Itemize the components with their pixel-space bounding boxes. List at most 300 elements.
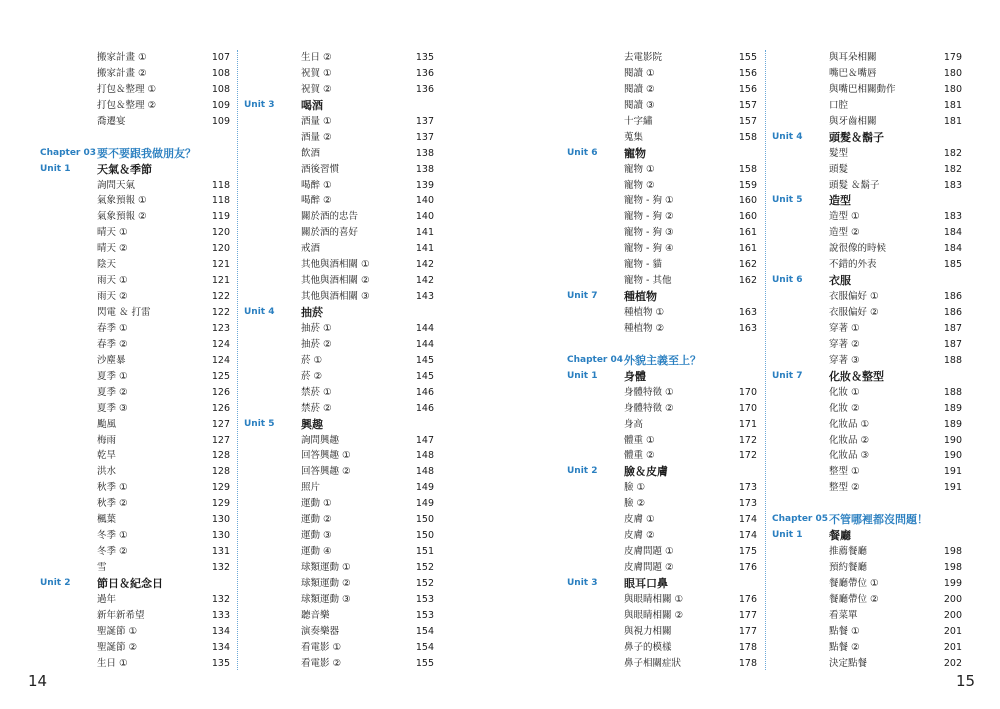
entry-page-number: 124 bbox=[211, 338, 230, 350]
toc-entry bbox=[244, 337, 434, 353]
unit-label: Unit 5 bbox=[772, 195, 803, 206]
entry-title: 寵物 - 狗 ④ bbox=[624, 243, 674, 255]
entry-title: 化妝 ② bbox=[829, 402, 860, 414]
unit-label: Unit 4 bbox=[244, 307, 275, 317]
toc-entry bbox=[244, 178, 434, 194]
entry-title: 回答興趣 ② bbox=[301, 466, 351, 478]
entry-page-number: 157 bbox=[738, 115, 757, 127]
toc-entry bbox=[244, 241, 434, 257]
entry-page-number: 108 bbox=[211, 83, 230, 95]
unit-heading bbox=[567, 576, 757, 592]
toc-entry bbox=[567, 82, 757, 98]
entry-title: 詢問天氣 bbox=[97, 179, 136, 191]
entry-title: 運動 ① bbox=[301, 498, 332, 510]
entry-title: 節日＆紀念日 bbox=[97, 576, 163, 590]
entry-page-number: 138 bbox=[415, 163, 434, 175]
entry-title: 球類運動 ② bbox=[301, 577, 351, 589]
entry-title: 祝賀 ② bbox=[301, 83, 332, 95]
entry-title: 搬家計畫 ① bbox=[97, 52, 147, 63]
toc-entry bbox=[772, 321, 962, 337]
entry-page-number: 176 bbox=[738, 593, 757, 605]
entry-title: 禁菸 ① bbox=[301, 386, 332, 398]
entry-page-number: 186 bbox=[943, 291, 962, 303]
toc-entry bbox=[567, 50, 757, 66]
toc-entry bbox=[567, 130, 757, 146]
entry-title: 種植物 ① bbox=[624, 307, 665, 318]
entry-title: 飲酒 bbox=[301, 147, 321, 159]
toc-entry bbox=[772, 178, 962, 194]
toc-entry bbox=[244, 385, 434, 401]
toc-entry bbox=[772, 257, 962, 273]
entry-page-number: 118 bbox=[211, 179, 230, 191]
toc-entry bbox=[40, 82, 230, 98]
entry-page-number: 121 bbox=[211, 259, 230, 271]
entry-title: 關於酒的忠告 bbox=[301, 211, 359, 223]
entry-title: 其他與酒相關 ③ bbox=[301, 291, 370, 303]
entry-page-number: 136 bbox=[415, 83, 434, 95]
entry-title: 寵物 ① bbox=[624, 163, 655, 175]
toc-entry bbox=[772, 114, 962, 130]
entry-page-number: 125 bbox=[211, 370, 230, 382]
toc-entry bbox=[40, 640, 230, 656]
entry-page-number: 139 bbox=[415, 179, 434, 191]
entry-page-number: 183 bbox=[943, 211, 962, 223]
entry-page-number: 202 bbox=[943, 657, 962, 669]
toc-entry bbox=[40, 512, 230, 528]
entry-page-number: 128 bbox=[211, 466, 230, 478]
toc-entry bbox=[772, 50, 962, 66]
entry-page-number: 136 bbox=[415, 67, 434, 79]
toc-entry bbox=[567, 178, 757, 194]
toc-entry bbox=[567, 528, 757, 544]
column-divider bbox=[237, 50, 238, 670]
entry-title: 鼻子相關症狀 bbox=[624, 657, 682, 669]
entry-title: 要不要跟我做朋友？ bbox=[97, 146, 196, 160]
entry-title: 造型 bbox=[829, 194, 851, 208]
toc-entry bbox=[244, 560, 434, 576]
entry-title: 喝醉 ① bbox=[301, 179, 332, 191]
entry-title: 打包＆整理 ② bbox=[97, 99, 157, 111]
toc-entry bbox=[772, 417, 962, 433]
entry-title: 閱讀 ② bbox=[624, 83, 655, 95]
entry-page-number: 123 bbox=[211, 322, 230, 334]
entry-page-number: 181 bbox=[943, 115, 962, 127]
entry-page-number: 171 bbox=[738, 418, 757, 430]
entry-title: 不錯的外表 bbox=[829, 259, 877, 271]
entry-page-number: 141 bbox=[415, 243, 434, 255]
entry-title: 秋季 ① bbox=[97, 482, 128, 494]
entry-title: 種植物 ② bbox=[624, 322, 665, 334]
toc-entry bbox=[567, 656, 757, 672]
toc-entry bbox=[244, 496, 434, 512]
toc-entry bbox=[244, 369, 434, 385]
entry-page-number: 148 bbox=[415, 450, 434, 462]
entry-page-number: 142 bbox=[415, 259, 434, 271]
entry-page-number: 108 bbox=[211, 67, 230, 79]
entry-title: 酒量 ① bbox=[301, 115, 332, 127]
toc-entry bbox=[244, 528, 434, 544]
toc-entry bbox=[567, 544, 757, 560]
entry-page-number: 173 bbox=[738, 498, 757, 510]
entry-page-number: 130 bbox=[211, 530, 230, 542]
entry-title: 點餐 ② bbox=[829, 641, 860, 653]
entry-title: 春季 ② bbox=[97, 338, 128, 350]
entry-title: 去電影院 bbox=[624, 52, 663, 63]
entry-page-number: 175 bbox=[738, 546, 757, 558]
toc-entry bbox=[40, 496, 230, 512]
entry-title: 打包＆整理 ① bbox=[97, 83, 157, 95]
unit-label: Unit 2 bbox=[567, 466, 598, 477]
entry-page-number: 135 bbox=[415, 52, 434, 63]
entry-page-number: 201 bbox=[943, 625, 962, 637]
toc-column-4 bbox=[772, 50, 962, 672]
entry-page-number: 140 bbox=[415, 195, 434, 207]
entry-page-number: 143 bbox=[415, 291, 434, 303]
entry-page-number: 200 bbox=[943, 593, 962, 605]
entry-title: 口腔 bbox=[829, 99, 849, 111]
entry-title: 閃電 ＆ 打雷 bbox=[97, 307, 151, 318]
entry-title: 看電影 ② bbox=[301, 657, 342, 669]
entry-title: 其他與酒相關 ① bbox=[301, 259, 370, 271]
entry-title: 晴天 ② bbox=[97, 243, 128, 255]
entry-title: 寵物 ② bbox=[624, 179, 655, 191]
entry-page-number: 132 bbox=[211, 562, 230, 573]
entry-title: 球類運動 ① bbox=[301, 562, 351, 573]
toc-entry bbox=[772, 656, 962, 672]
entry-title: 鼻子的模樣 bbox=[624, 641, 672, 653]
toc-entry bbox=[244, 512, 434, 528]
entry-page-number: 161 bbox=[738, 227, 757, 239]
toc-entry bbox=[244, 289, 434, 305]
toc-entry bbox=[567, 225, 757, 241]
entry-page-number: 182 bbox=[943, 147, 962, 159]
toc-entry bbox=[244, 257, 434, 273]
toc-entry bbox=[772, 544, 962, 560]
toc-entry bbox=[567, 401, 757, 417]
unit-label: Unit 7 bbox=[772, 370, 803, 381]
entry-title: 臉 ① bbox=[624, 482, 646, 494]
entry-title: 陰天 bbox=[97, 259, 117, 271]
entry-page-number: 109 bbox=[211, 115, 230, 127]
toc-entry bbox=[40, 385, 230, 401]
entry-page-number: 124 bbox=[211, 354, 230, 366]
entry-page-number: 154 bbox=[415, 641, 434, 653]
entry-page-number: 122 bbox=[211, 307, 230, 318]
entry-page-number: 132 bbox=[211, 593, 230, 605]
entry-page-number: 146 bbox=[415, 402, 434, 414]
entry-title: 喝醉 ② bbox=[301, 195, 332, 207]
unit-heading bbox=[772, 369, 962, 385]
toc-entry bbox=[244, 82, 434, 98]
entry-page-number: 199 bbox=[943, 577, 962, 589]
entry-title: 戒酒 bbox=[301, 243, 321, 255]
entry-page-number: 137 bbox=[415, 131, 434, 143]
toc-entry bbox=[567, 512, 757, 528]
entry-title: 過年 bbox=[97, 593, 117, 605]
toc-entry bbox=[40, 130, 230, 146]
entry-title: 梅雨 bbox=[97, 434, 117, 446]
toc-entry bbox=[567, 417, 757, 433]
entry-title: 整型 ② bbox=[829, 482, 860, 494]
chapter-label: Chapter 05 bbox=[772, 514, 829, 525]
toc-entry bbox=[40, 433, 230, 449]
unit-heading bbox=[772, 273, 962, 289]
entry-page-number: 151 bbox=[415, 546, 434, 558]
entry-page-number: 144 bbox=[415, 322, 434, 334]
entry-page-number: 170 bbox=[738, 402, 757, 414]
entry-page-number: 177 bbox=[738, 625, 757, 637]
chapter-label: Chapter 04 bbox=[567, 354, 624, 365]
entry-page-number: 180 bbox=[943, 67, 962, 79]
entry-page-number: 198 bbox=[943, 546, 962, 558]
toc-entry bbox=[567, 66, 757, 82]
toc-entry bbox=[244, 321, 434, 337]
toc-entry bbox=[244, 353, 434, 369]
entry-page-number: 149 bbox=[415, 482, 434, 494]
entry-title: 秋季 ② bbox=[97, 498, 128, 510]
toc-entry bbox=[567, 209, 757, 225]
entry-title: 閱讀 ① bbox=[624, 67, 655, 79]
entry-title: 推薦餐廳 bbox=[829, 546, 868, 558]
entry-title: 關於酒的喜好 bbox=[301, 227, 359, 239]
entry-page-number: 190 bbox=[943, 434, 962, 446]
entry-title: 冬季 ② bbox=[97, 546, 128, 558]
toc-entry bbox=[244, 209, 434, 225]
toc-entry bbox=[772, 98, 962, 114]
entry-title: 照片 bbox=[301, 482, 321, 494]
entry-title: 身體特徵 ② bbox=[624, 402, 674, 414]
toc-entry bbox=[40, 305, 230, 321]
entry-title: 沙塵暴 bbox=[97, 354, 126, 366]
entry-title: 頭髮 bbox=[829, 163, 849, 175]
toc-entry bbox=[244, 592, 434, 608]
entry-page-number: 128 bbox=[211, 450, 230, 462]
entry-page-number: 180 bbox=[943, 83, 962, 95]
entry-title: 化妝品 ② bbox=[829, 434, 870, 446]
entry-title: 新年新希望 bbox=[97, 609, 145, 621]
toc-entry bbox=[244, 448, 434, 464]
toc-entry bbox=[772, 401, 962, 417]
toc-entry bbox=[244, 480, 434, 496]
entry-page-number: 182 bbox=[943, 163, 962, 175]
entry-page-number: 188 bbox=[943, 354, 962, 366]
toc-entry bbox=[40, 448, 230, 464]
entry-title: 穿著 ③ bbox=[829, 354, 860, 366]
entry-title: 運動 ③ bbox=[301, 530, 332, 542]
entry-title: 寵物 - 狗 ① bbox=[624, 195, 674, 207]
entry-page-number: 120 bbox=[211, 243, 230, 255]
entry-title: 冬季 ① bbox=[97, 530, 128, 542]
toc-entry bbox=[40, 209, 230, 225]
chapter-heading bbox=[40, 146, 230, 162]
entry-page-number: 174 bbox=[738, 530, 757, 542]
chapter-label: Chapter 03 bbox=[40, 147, 97, 158]
toc-entry bbox=[244, 640, 434, 656]
entry-page-number: 176 bbox=[738, 562, 757, 573]
toc-entry bbox=[567, 114, 757, 130]
toc-entry bbox=[567, 433, 757, 449]
toc-entry bbox=[40, 417, 230, 433]
entry-page-number: 148 bbox=[415, 466, 434, 478]
entry-title: 看菜單 bbox=[829, 609, 858, 621]
entry-title: 衣服偏好 ① bbox=[829, 291, 879, 303]
entry-title: 化妝＆整型 bbox=[829, 369, 884, 383]
toc-entry bbox=[244, 50, 434, 66]
entry-title: 酒量 ② bbox=[301, 131, 332, 143]
entry-page-number: 187 bbox=[943, 322, 962, 334]
entry-title: 皮膚 ① bbox=[624, 514, 655, 526]
entry-page-number: 188 bbox=[943, 386, 962, 398]
toc-entry bbox=[772, 560, 962, 576]
entry-title: 菸 ② bbox=[301, 370, 323, 382]
entry-page-number: 186 bbox=[943, 307, 962, 318]
entry-title: 造型 ② bbox=[829, 227, 860, 239]
entry-page-number: 142 bbox=[415, 275, 434, 287]
entry-title: 演奏樂器 bbox=[301, 625, 340, 637]
entry-page-number: 126 bbox=[211, 402, 230, 414]
entry-title: 皮膚 ② bbox=[624, 530, 655, 542]
unit-label: Unit 4 bbox=[772, 131, 803, 142]
entry-page-number: 172 bbox=[738, 450, 757, 462]
toc-entry bbox=[40, 66, 230, 82]
entry-title: 化妝 ① bbox=[829, 386, 860, 398]
entry-title: 搬家計畫 ② bbox=[97, 67, 147, 79]
entry-title: 衣服 bbox=[829, 274, 851, 288]
entry-title: 看電影 ① bbox=[301, 641, 342, 653]
toc-entry bbox=[244, 544, 434, 560]
entry-title: 頭髮＆鬍子 bbox=[829, 130, 884, 144]
entry-page-number: 191 bbox=[943, 482, 962, 494]
toc-entry bbox=[40, 321, 230, 337]
entry-page-number: 133 bbox=[211, 609, 230, 621]
entry-title: 興趣 bbox=[301, 417, 323, 431]
toc-entry bbox=[40, 656, 230, 672]
toc-entry bbox=[40, 624, 230, 640]
unit-label: Unit 1 bbox=[40, 163, 71, 174]
toc-entry bbox=[567, 560, 757, 576]
entry-title: 衣服偏好 ② bbox=[829, 307, 879, 318]
toc-entry bbox=[40, 528, 230, 544]
entry-title: 與眼睛相關 ① bbox=[624, 593, 684, 605]
toc-entry bbox=[244, 401, 434, 417]
entry-page-number: 127 bbox=[211, 418, 230, 430]
entry-title: 祝賀 ① bbox=[301, 67, 332, 79]
unit-heading bbox=[567, 464, 757, 480]
toc-entry bbox=[567, 624, 757, 640]
entry-title: 穿著 ② bbox=[829, 338, 860, 350]
entry-title: 菸 ① bbox=[301, 354, 323, 366]
unit-heading bbox=[772, 193, 962, 209]
entry-title: 皮膚問題 ② bbox=[624, 562, 674, 573]
entry-page-number: 189 bbox=[943, 402, 962, 414]
toc-entry bbox=[244, 624, 434, 640]
entry-page-number: 153 bbox=[415, 593, 434, 605]
unit-label: Unit 1 bbox=[772, 530, 803, 541]
entry-page-number: 157 bbox=[738, 99, 757, 111]
toc-entry bbox=[40, 464, 230, 480]
entry-page-number: 155 bbox=[738, 52, 757, 63]
toc-entry bbox=[244, 608, 434, 624]
entry-page-number: 187 bbox=[943, 338, 962, 350]
toc-entry bbox=[40, 241, 230, 257]
toc-entry bbox=[40, 178, 230, 194]
entry-page-number: 190 bbox=[943, 450, 962, 462]
entry-title: 喝酒 bbox=[301, 98, 323, 112]
page-number-right: 15 bbox=[956, 672, 976, 690]
unit-heading bbox=[567, 146, 757, 162]
entry-title: 寵物 bbox=[624, 146, 646, 160]
entry-title: 氣象預報 ① bbox=[97, 195, 147, 207]
entry-page-number: 178 bbox=[738, 641, 757, 653]
entry-page-number: 129 bbox=[211, 482, 230, 494]
entry-page-number: 161 bbox=[738, 243, 757, 255]
entry-page-number: 127 bbox=[211, 434, 230, 446]
entry-page-number: 163 bbox=[738, 307, 757, 318]
entry-page-number: 144 bbox=[415, 338, 434, 350]
entry-page-number: 137 bbox=[415, 115, 434, 127]
entry-page-number: 109 bbox=[211, 99, 230, 111]
entry-page-number: 181 bbox=[943, 99, 962, 111]
entry-title: 十字繡 bbox=[624, 115, 653, 127]
toc-entry bbox=[40, 560, 230, 576]
entry-page-number: 150 bbox=[415, 514, 434, 526]
unit-heading bbox=[244, 98, 434, 114]
entry-title: 皮膚問題 ① bbox=[624, 546, 674, 558]
entry-page-number: 162 bbox=[738, 259, 757, 271]
toc-entry bbox=[772, 464, 962, 480]
entry-page-number: 191 bbox=[943, 466, 962, 478]
entry-page-number: 147 bbox=[415, 434, 434, 446]
entry-page-number: 149 bbox=[415, 498, 434, 510]
entry-title: 聖誕節 ① bbox=[97, 625, 138, 637]
entry-title: 抽菸 bbox=[301, 306, 323, 319]
entry-page-number: 120 bbox=[211, 227, 230, 239]
toc-entry bbox=[244, 576, 434, 592]
entry-page-number: 177 bbox=[738, 609, 757, 621]
unit-heading bbox=[244, 417, 434, 433]
toc-entry bbox=[40, 337, 230, 353]
entry-title: 運動 ② bbox=[301, 514, 332, 526]
entry-page-number: 174 bbox=[738, 514, 757, 526]
unit-label: Unit 3 bbox=[244, 99, 275, 110]
entry-title: 與眼睛相關 ② bbox=[624, 609, 684, 621]
toc-entry bbox=[772, 289, 962, 305]
entry-title: 喬遷宴 bbox=[97, 115, 126, 127]
entry-title: 夏季 ② bbox=[97, 386, 128, 398]
toc-entry bbox=[567, 162, 757, 178]
entry-title: 嘴巴＆嘴唇 bbox=[829, 67, 877, 79]
entry-title: 說很像的時候 bbox=[829, 243, 887, 255]
entry-title: 生日 ② bbox=[301, 52, 332, 63]
entry-page-number: 160 bbox=[738, 195, 757, 207]
entry-title: 閱讀 ③ bbox=[624, 99, 655, 111]
toc-entry bbox=[772, 433, 962, 449]
toc-entry bbox=[567, 305, 757, 321]
entry-title: 球類運動 ③ bbox=[301, 593, 351, 605]
entry-title: 整型 ① bbox=[829, 466, 860, 478]
entry-page-number: 185 bbox=[943, 259, 962, 271]
toc-entry bbox=[244, 66, 434, 82]
toc-entry bbox=[40, 544, 230, 560]
unit-label: Unit 6 bbox=[772, 275, 803, 286]
entry-title: 決定點餐 bbox=[829, 657, 868, 669]
entry-title: 洪水 bbox=[97, 466, 117, 478]
entry-title: 與嘴巴相關動作 bbox=[829, 83, 896, 95]
entry-title: 生日 ① bbox=[97, 657, 128, 669]
entry-page-number: 173 bbox=[738, 482, 757, 494]
entry-page-number: 135 bbox=[211, 657, 230, 669]
toc-entry bbox=[772, 305, 962, 321]
